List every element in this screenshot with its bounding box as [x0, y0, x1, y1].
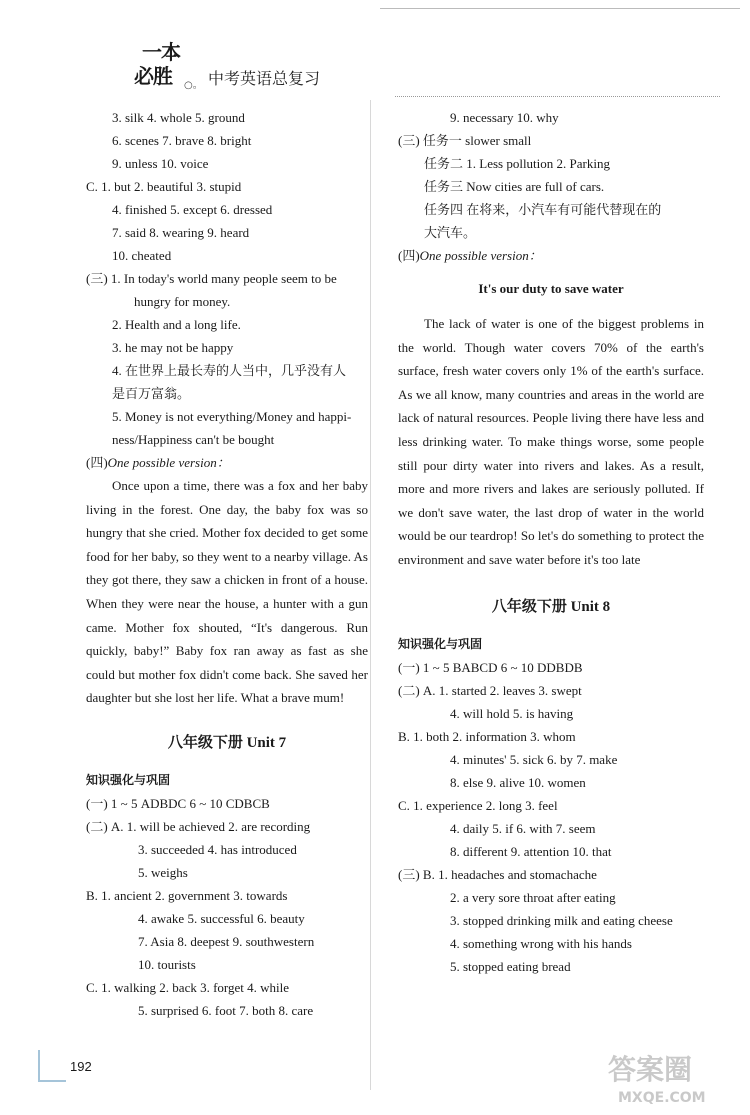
- page-corner-mark: [38, 1050, 66, 1082]
- unit7-heading: 八年级下册 Unit 7: [167, 734, 287, 751]
- book-logo: [122, 36, 202, 96]
- essay-title: It's our duty to save water: [478, 281, 624, 296]
- answer-line: 任务四 在将来，小汽车有可能代替现在的: [424, 202, 662, 217]
- unit8-answer-list: [398, 656, 704, 978]
- answer-line: B. 1. both 2. information 3. whom: [398, 728, 576, 744]
- answer-line: 4. will hold 5. is having: [450, 705, 574, 721]
- left-column: [86, 106, 368, 1022]
- answer-line: 10. cheated: [112, 248, 172, 263]
- answer-line: 任务二 1. Less pollution 2. Parking: [424, 156, 610, 171]
- answer-line: 4. 在世界上最长寿的人当中，几乎没有人: [112, 363, 347, 378]
- answer-line: 8. different 9. attention 10. that: [450, 843, 612, 859]
- answer-line: (二) A. 1. will be achieved 2. are recording: [86, 818, 311, 834]
- answer-line: 5. Money is not everything/Money and happi-: [112, 409, 352, 424]
- right-version-line: [398, 244, 704, 267]
- left-answer-list: [86, 106, 368, 451]
- answer-line: (三) 1. In today's world many people seem to be: [86, 271, 337, 286]
- answer-line: (三) 任务一 slower small: [398, 133, 532, 148]
- answer-line: 3. succeeded 4. has introduced: [138, 841, 297, 857]
- answer-line: 4. awake 5. successful 6. beauty: [138, 910, 305, 926]
- fox-story: Once upon a time, there was a fox and her baby living in the forest. One day, the baby fox was so hungry that she cried. Mother fox decided to get some food for her baby, so they went to a nearby village. As they got there, they saw a chicken in front of a house. When they were near the house, a hunter with a gun came. Mother fox shouted, “It's dangerous. Run quickly, baby!” Baby fox ran away as fast as she could but mother fox didn't come back. She saved her daughter but she lost her life. What a brave mum!: [86, 478, 368, 706]
- book-subtitle: 中考英语总复习: [208, 69, 321, 88]
- logo-line-2: 必胜: [134, 64, 172, 88]
- right-column: [398, 106, 704, 978]
- answer-line: 7. Asia 8. deepest 9. southwestern: [138, 933, 315, 949]
- unit7-section-title: 知识强化与巩固: [86, 772, 171, 787]
- water-essay: The lack of water is one of the biggest problems in the world. Though water covers 70% of the earth's surface, fresh water covers only 1% of the earth's surface. As we all know, many countries and areas in the world are lack of natural resources. People living there have less and less drinking water. To make things worse, some people still pour dirty water into rivers and lakes. As a result, more and more rivers and lakes are seriously polluted. If we don't save water, the last drop of water in the world would be our teardrop! So let's do something to protect the environment and save water before it's too late: [398, 316, 704, 567]
- right-answer-list: [398, 106, 704, 244]
- unit8-heading: 八年级下册 Unit 8: [491, 598, 611, 615]
- answer-line: ness/Happiness can't be bought: [112, 432, 275, 447]
- answer-line: 8. else 9. alive 10. women: [450, 774, 586, 790]
- answer-line: 9. unless 10. voice: [112, 156, 209, 171]
- answer-line: 6. scenes 7. brave 8. bright: [112, 133, 252, 148]
- answer-line: hungry for money.: [134, 294, 231, 309]
- left-version-text: One possible version：: [107, 455, 230, 470]
- left-version-label: (四): [86, 455, 108, 470]
- answer-line: (一) 1 ~ 5 ADBDC 6 ~ 10 CDBCB: [86, 795, 270, 811]
- answer-line: 2. Health and a long life.: [112, 317, 241, 332]
- watermark-url: MXQE.COM: [618, 1090, 706, 1106]
- left-version-line: [86, 451, 368, 474]
- answer-line: 4. daily 5. if 6. with 7. seem: [450, 820, 596, 836]
- answer-line: (二) A. 1. started 2. leaves 3. swept: [398, 682, 582, 698]
- answer-line: 4. finished 5. except 6. dressed: [112, 202, 273, 217]
- answer-line: 3. stopped drinking milk and eating cheese: [450, 912, 673, 928]
- answer-line: 4. minutes' 5. sick 6. by 7. make: [450, 751, 618, 767]
- answer-line: 2. a very sore throat after eating: [450, 889, 616, 905]
- logo-dots: ○。: [184, 80, 203, 91]
- answer-line: 是百万富翁。: [112, 386, 191, 401]
- answer-line: C. 1. walking 2. back 3. forget 4. while: [86, 979, 290, 995]
- unit8-section-title: 知识强化与巩固: [398, 636, 483, 651]
- answer-line: 7. said 8. wearing 9. heard: [112, 225, 250, 240]
- page-number: 192: [70, 1059, 92, 1074]
- answer-line: 10. tourists: [138, 956, 196, 972]
- unit7-answer-list: [86, 792, 368, 1022]
- right-version-label: (四): [398, 248, 420, 263]
- answer-line: 5. weighs: [138, 864, 188, 880]
- answer-line: C. 1. but 2. beautiful 3. stupid: [86, 179, 242, 194]
- logo-line-1: 一本: [142, 40, 180, 64]
- column-divider: [370, 100, 371, 1090]
- answer-line: (一) 1 ~ 5 BABCD 6 ~ 10 DDBDB: [398, 659, 583, 675]
- right-version-text: One possible version：: [419, 248, 542, 263]
- answer-line: 5. surprised 6. foot 7. both 8. care: [138, 1002, 314, 1018]
- answer-line: 任务三 Now cities are full of cars.: [424, 179, 605, 194]
- answer-line: 4. something wrong with his hands: [450, 935, 632, 951]
- answer-line: B. 1. ancient 2. government 3. towards: [86, 887, 288, 903]
- answer-line: 3. he may not be happy: [112, 340, 234, 355]
- answer-line: C. 1. experience 2. long 3. feel: [398, 797, 558, 813]
- watermark-logo: 答案圈: [608, 1053, 693, 1086]
- header-dotted-rule: [395, 96, 720, 97]
- answer-line: (三) B. 1. headaches and stomachache: [398, 866, 597, 882]
- answer-line: 大汽车。: [424, 225, 477, 240]
- top-rule: [380, 8, 740, 9]
- page-header: [0, 0, 750, 100]
- answer-line: 9. necessary 10. why: [450, 110, 559, 125]
- answer-line: 5. stopped eating bread: [450, 958, 571, 974]
- answer-line: 3. silk 4. whole 5. ground: [112, 110, 245, 125]
